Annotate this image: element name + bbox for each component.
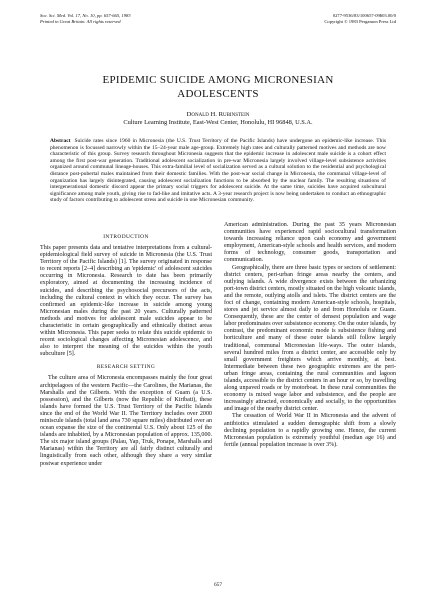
journal-citation: Soc. Sci. Med. Vol. 17, No. 10, pp. 657-665, 1983 bbox=[40, 13, 131, 18]
geography-paragraph: Geographically, there are three basic types or sectors of settlement: district centers, peri-urban fringe areas nearby the centers, and outlying islands. A wide divergence exists between the urbanizing port-town district centers, mostly situated on the high volcanic islands, and the remote, outlying atolls and islets. The district centers are the foci of change, containing modern American-style schools, hospitals, stores and jet service almost daily to and from Honolulu or Guam. Consequently, these are the center of densest population and wage labor predominates over subsistence economy. On the outer islands, by contrast, the predominant economic mode is subsistence fishing and horticulture and many of these outer islands still follow largely traditional, communal Micronesian life-ways. The outer islands, several hundred miles from a district center, are accessible only by small government freighters which arrive monthly, at best. Intermediate between these two geographic extremes are the peri-urban fringe areas, containing the rural communities and lagoon islands, accessible to the district centers in an hour or so, by travelling along unpaved roads or by motorboat. In these rural communities the economy is mixed wage labor and subsistence, and the people are increasingly attracted, economically and socially, to the opportunities and image of the nearby district center. bbox=[224, 264, 396, 413]
paper-title bbox=[40, 73, 396, 101]
page-number: 657 bbox=[213, 582, 223, 588]
issn-code: 0277-9536/83/100657-09$03.00/0 bbox=[332, 13, 396, 18]
abstract-label: Abstract bbox=[50, 138, 71, 144]
abstract bbox=[50, 138, 386, 204]
right-column bbox=[224, 222, 396, 518]
research-setting-paragraph: The culture area of Micronesia encompasses mainly the four great archipelagoes of the western Pacific—the Carolines, the Marianas, the Marshalls and the Gilberts. With the exception of Guam (a U.S. possession), and the Gilberts (now the Republic of Kiribati), these islands have formed the U.S. Trust Territory of the Pacific Islands since the end of the World War II. The Territory includes over 2000 miniscule islands (total land area 730 square miles) distributed over an ocean expanse the size of the continental U.S. Only about 125 of the islands are inhabited, by a Micronesian population of approx. 135,000. The six major island groups (Palau, Yap, Truk, Ponape, Marshalls and Marianas) within the Territory are all fairly distinct culturally and linguistically from each other, although they share a very similar postwar experience under bbox=[40, 375, 212, 467]
administration-paragraph: American administration. During the past 35 years Micronesian communities have experienced rapid sociocultural transformation towards increasing reliance upon cash economy and government employment, American-style schools and health services, and modern forms of technology, consumer goods, transportation and communication. bbox=[224, 221, 396, 264]
printed-notice: Printed in Great Britain. All rights reserved bbox=[40, 19, 121, 24]
header-right bbox=[324, 13, 396, 25]
author-name: Donald H. Rubinstein bbox=[186, 111, 250, 118]
research-setting-heading: RESEARCH SETTING bbox=[96, 364, 156, 371]
title-line-1: EPIDEMIC SUICIDE AMONG MICRONESIAN bbox=[102, 74, 334, 86]
author-affiliation: Culture Learning Institute, East-West Center, Honolulu, HI 96848, U.S.A. bbox=[123, 119, 313, 126]
introduction-heading: INTRODUCTION bbox=[103, 233, 149, 240]
header-left bbox=[40, 13, 131, 25]
introduction-paragraph: This paper presents data and tentative interpretations from a cultural-epidemiological field survey of suicide in Micronesia (the U.S. Trust Territory of the Pacific Islands) [1]. The survey originated in response to recent reports [2–4] describing an 'epidemic' of adolescent suicides occurring in Micronesia. Research to date has been primarily exploratory, aimed at documenting the increasing incidence of suicides, and describing the psychosocial precursors of the acts, including the cultural context in which they occur. The survey has confirmed an epidemic-like increase in suicide among young Micronesian males during the past 20 years. Culturally patterned methods and motives for adolescent male suicides appear to be characteristic in certain geographically and ethnically distinct areas within Micronesia. This paper seeks to relate this suicide epidemic to recent sociological changes affecting Micronesian adolescence, and also to interpret the meaning of the suicides within the youth subculture [5]. bbox=[40, 244, 212, 358]
demography-paragraph: The cessation of World War II in Micronesia and the advent of antibiotics stimulated a sudden demographic shift from a slowly declining population to a rapidly growing one. Hence, the current Micronesian population is extremely youthful (median age 16) and fertile (annual population increase is over 3%). bbox=[224, 413, 396, 448]
left-column bbox=[40, 222, 212, 518]
title-line-2: ADOLESCENTS bbox=[177, 88, 259, 100]
abstract-text: Suicide rates since 1960 in Micronesia (the U.S. Trust Territory of the Pacific Islands) have undergone an epidemic-like increase. This phenomenon is focussed narrowly within the 15–24-year male age-group. Extremely high rates and culturally patterned motives and methods are now characteristic of this group. Survey research throughout Micronesia suggests that the epidemic increase in adolescent male suicide is a cohort effect among the first post-war generation. Traditional adolescent socialization in pre-war Micronesia largely involved village-level subsistence activities organized around communal lineage-houses. This extra-familial level of socialization served as a cultural solution to the residential and psychological distance post-pubertal males maintained from their domestic families. With the post-war social change in Micronesia, the communal village-level of organization has largely disintegrated, causing adolescent socialization functions to be absorbed by the nuclear family. The resulting situations of intergenerational domestic discord appear the primary social triggers for adolescent suicide. At the same time, suicides have acquired subcultural significance among male youth, giving rise to fad-like and imitative acts. A 3-year research project is now being undertaken to conduct an ethnographic study of factors contributing to adolescent stress and suicide in one Micronesian community. bbox=[50, 138, 386, 204]
body-columns bbox=[40, 222, 396, 518]
copyright-notice: Copyright © 1983 Pergamon Press Ltd bbox=[324, 19, 396, 24]
running-header bbox=[40, 13, 396, 25]
